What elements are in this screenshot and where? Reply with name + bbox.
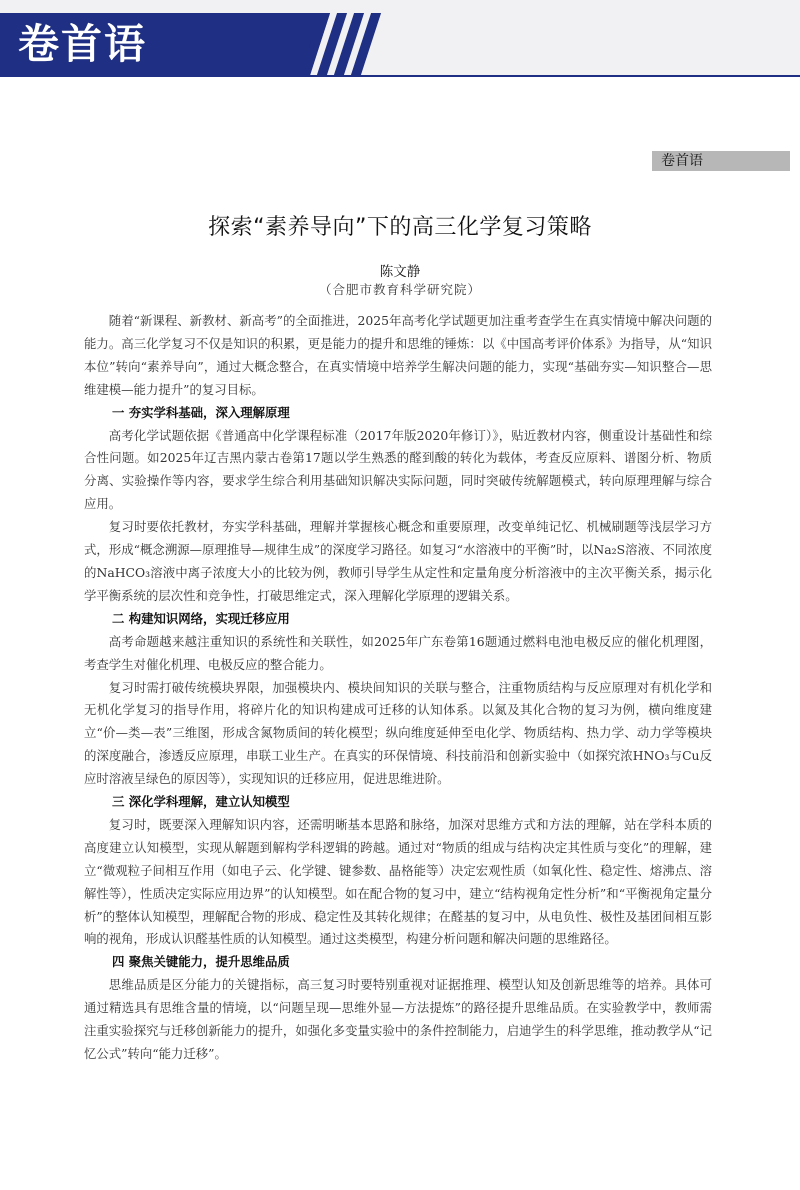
body-paragraph: 复习时需打破传统模块界限，加强模块内、模块间知识的关联与整合，注重物质结构与反应原理对有机化学和无机化学复习的指导作用，将碎片化的知识构建成可迁移的认知体系。以氮及其化合物的复习为例，横向维度建立“价—类—表”三维图，形成含氮物质间的转化模型；纵向维度延伸至电化学、物质结构、热力学、动力学等模块的深度融合，渗透反应原理，串联工业生产。在真实的环保情境、科技前沿和创新实验中（如探究浓HNO₃与Cu反应时溶液呈绿色的原因等），实现知识的迁移应用，促进思维进阶。 [84, 679, 712, 787]
section-heading: 四 聚焦关键能力，提升思维品质 [112, 954, 290, 970]
body-paragraph: 高考化学试题依据《普通高中化学课程标准（2017年版2020年修订）》，贴近教材内容，侧重设计基础性和综合性问题。如2025年辽吉黑内蒙古卷第17题以学生熟悉的醛到酸的转化为载体，考查反应原料、谱图分析、物质分离、实验操作等内容，要求学生综合利用基础知识解决实际问题，同时突破传统解题模式，转向原理理解与综合应用。 [84, 427, 712, 512]
article-body [84, 310, 712, 1066]
column-tag: 卷首语 [652, 151, 790, 171]
author-affiliation: （合肥市教育科学研究院） [318, 282, 481, 297]
banner-title: 卷首语 [18, 20, 147, 68]
section-heading: 一 夯实学科基础，深入理解原理 [112, 404, 290, 420]
body-paragraph: 高考命题越来越注重知识的系统性和关联性，如2025年广东卷第16题通过燃料电池电极反应的催化机理图，考查学生对催化机理、电极反应的整合能力。 [84, 633, 712, 672]
body-paragraph: 思维品质是区分能力的关键指标，高三复习时要特别重视对证据推理、模型认知及创新思维等的培养。具体可通过精选具有思维含量的情境，以“问题呈现—思维外显—方法提炼”的路径提升思维品质。在实验教学中，教师需注重实验探究与迁移创新能力的提升，如强化多变量实验中的条件控制能力，启迪学生的科学思维，推动教学从“记忆公式”转向“能力迁移”。 [84, 977, 712, 1061]
section-heading: 二 构建知识网络，实现迁移应用 [112, 610, 290, 626]
author-name: 陈文静 [379, 264, 421, 280]
body-paragraph: 复习时，既要深入理解知识内容，还需明晰基本思路和脉络，加深对思维方式和方法的理解，站在学科本质的高度建立认知模型，实现从解题到解构学科逻辑的跨越。通过对“物质的组成与结构决定其性质与变化”的理解，建立“微观粒子间相互作用（如电子云、化学键、键参数、晶格能等）决定宏观性质（如氧化性、稳定性、熔沸点、溶解性等），性质决定实际应用边界”的认知模型。如在配合物的复习中，建立“结构视角定性分析”和“平衡视角定量分析”的整体认知模型，理解配合物的形成、稳定性及其转化规律；在醛基的复习中，从电负性、极性及基团间相互影响的视角，形成认识醛基性质的认知模型。通过这类模型，构建分析问题和解决问题的思维路径。 [84, 816, 712, 947]
section-heading: 三 深化学科理解，建立认知模型 [112, 794, 290, 810]
article-title: 探索“素养导向”下的高三化学复习策略 [208, 215, 592, 240]
banner-rule [0, 75, 800, 77]
intro-paragraph: 随着“新课程、新教材、新高考”的全面推进，2025年高考化学试题更加注重考查学生在真实情境中解决问题的能力。高三化学复习不仅是知识的积累，更是能力的提升和思维的锤炼：以《中国高考评价体系》为指导，从“知识本位”转向“素养导向”，通过大概念整合，在真实情境中培养学生解决问题的能力，实现“基础夯实—知识整合—思维建模—能力提升”的复习目标。 [84, 313, 712, 397]
body-paragraph: 复习时要依托教材，夯实学科基础，理解并掌握核心概念和重要原理，改变单纯记忆、机械刷题等浅层学习方式，形成“概念溯源—原理推导—规律生成”的深度学习路径。如复习“水溶液中的平衡”时，以Na₂S溶液、不同浓度的NaHCO₃溶液中离子浓度大小的比较为例，教师引导学生从定性和定量角度分析溶液中的主次平衡关系，揭示化学平衡系统的层次性和竞争性，打破思维定式，深入理解化学原理的逻辑关系。 [84, 519, 712, 603]
